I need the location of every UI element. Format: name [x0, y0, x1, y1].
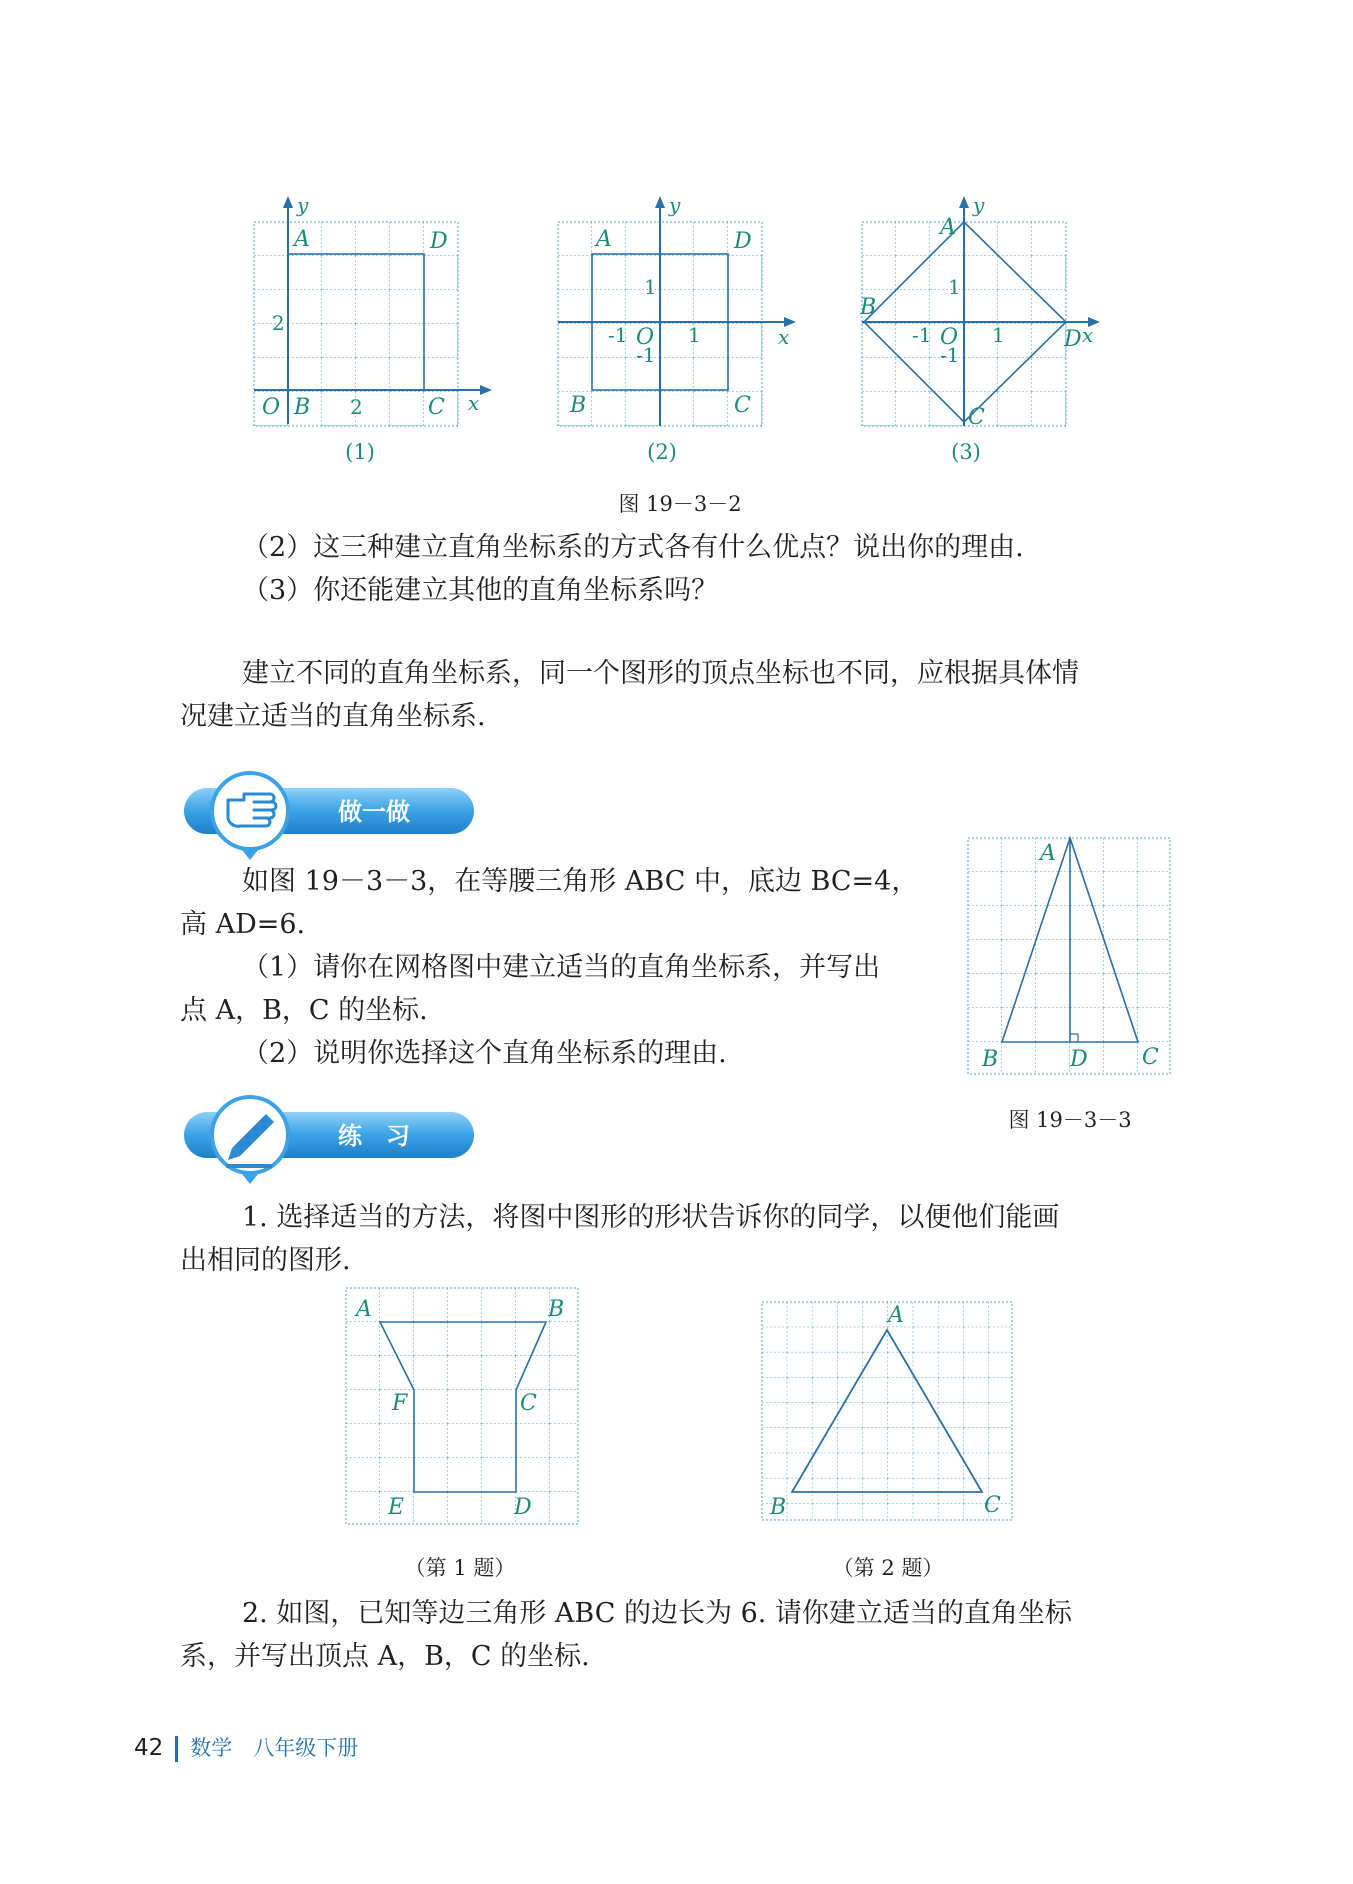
tick-y-2: 2 [272, 311, 285, 335]
x-axis-label: x [468, 391, 480, 415]
x-axis-label: x [1082, 323, 1094, 347]
practice-title: 练 习 [338, 1122, 410, 1150]
point-b-label: B [570, 393, 587, 418]
tick-y-1: 1 [948, 275, 961, 299]
point-c-label: C [968, 405, 985, 430]
x-axis-label: x [778, 325, 790, 349]
exercise-1-caption: （第 1 题） [404, 1556, 516, 1580]
point-d-label: D [514, 1495, 532, 1520]
point-b-label: B [294, 395, 311, 420]
point-a-label: A [940, 215, 956, 240]
tick-x-neg1: -1 [912, 323, 932, 347]
tick-y-neg1: -1 [940, 343, 960, 367]
exercise-1-paragraph [180, 1196, 1059, 1282]
activity-line-5: （2）说明你选择这个直角坐标系的理由. [242, 1038, 727, 1069]
exercise-2-caption: （第 2 题） [832, 1556, 944, 1580]
page-number: 42 [134, 1735, 164, 1761]
point-b-label: B [548, 1297, 565, 1322]
figure-19-3-2-panel-1 [252, 196, 492, 436]
point-c-label: C [428, 395, 445, 420]
exercise-1-line-2: 出相同的图形. [180, 1245, 351, 1276]
figure-19-3-2-caption: 图 19－3－2 [618, 492, 742, 516]
activity-line-2: 高 AD=6. [180, 909, 306, 940]
point-c-label: C [734, 393, 751, 418]
point-a-label: A [888, 1303, 904, 1328]
activity-line-1: 如图 19－3－3，在等腰三角形 ABC 中，底边 BC=4， [242, 866, 919, 897]
activity-line-4: 点 A，B，C 的坐标. [180, 995, 428, 1026]
origin-label: O [636, 325, 655, 350]
point-c-label: C [984, 1493, 1001, 1518]
tick-y-neg1: -1 [636, 343, 656, 367]
figure-19-3-2-panel-2 [556, 196, 796, 436]
tick-x-2: 2 [350, 395, 363, 419]
do-it-banner [180, 770, 480, 870]
activity-paragraph [180, 860, 918, 1075]
panel-1-caption: (1) [345, 440, 375, 464]
origin-label: O [940, 325, 959, 350]
point-c-label: C [1142, 1045, 1159, 1070]
point-d-label: D [430, 229, 448, 254]
point-d-label: D [1070, 1047, 1088, 1072]
point-a-label: A [596, 227, 612, 252]
figure-19-3-3 [966, 836, 1172, 1076]
tick-x-1: 1 [688, 323, 701, 347]
origin-label: O [262, 395, 281, 420]
point-c-label: C [520, 1391, 537, 1416]
exercise-1-line-1: 1. 选择适当的方法，将图中图形的形状告诉你的同学，以便他们能画 [242, 1202, 1060, 1233]
exercise-1-figure [344, 1286, 580, 1526]
question-3: （3）你还能建立其他的直角坐标系吗？ [242, 575, 719, 606]
point-a-label: A [356, 1297, 372, 1322]
tick-y-1: 1 [644, 275, 657, 299]
y-axis-label: y [297, 196, 309, 217]
point-a-label: A [294, 227, 310, 252]
exercise-2-figure [760, 1300, 1014, 1524]
practice-banner [180, 1094, 480, 1194]
question-2: （2）这三种建立直角坐标系的方式各有什么优点？说出你的理由. [242, 532, 1024, 563]
point-b-label: B [860, 295, 877, 320]
book-title: 数学 八年级下册 [190, 1736, 359, 1760]
point-d-label: D [1064, 327, 1082, 352]
exercise-2-line-1: 2. 如图，已知等边三角形 ABC 的边长为 6. 请你建立适当的直角坐标 [242, 1598, 1072, 1629]
summary-line-1: 建立不同的直角坐标系，同一个图形的顶点坐标也不同，应根据具体情 [242, 658, 1079, 689]
activity-line-3: （1）请你在网格图中建立适当的直角坐标系，并写出 [242, 952, 881, 983]
point-a-label: A [1040, 841, 1056, 866]
footer-divider [175, 1736, 178, 1762]
summary-paragraph [180, 652, 1079, 738]
figure-19-3-3-caption: 图 19－3－3 [1008, 1108, 1132, 1132]
point-b-label: B [770, 1495, 787, 1520]
point-f-label: F [392, 1391, 408, 1416]
tick-x-1: 1 [992, 323, 1005, 347]
tick-x-neg1: -1 [608, 323, 628, 347]
point-e-label: E [388, 1495, 405, 1520]
page-footer [134, 1732, 358, 1762]
figure-19-3-2-panel-3 [860, 196, 1100, 436]
exercise-2-paragraph [180, 1592, 1072, 1678]
questions-block [242, 526, 1024, 612]
panel-2-caption: (2) [647, 440, 677, 464]
exercise-2-line-2: 系，并写出顶点 A，B，C 的坐标. [180, 1641, 590, 1672]
panel-3-caption: (3) [951, 440, 981, 464]
point-b-label: B [982, 1047, 999, 1072]
point-d-label: D [734, 229, 752, 254]
do-it-title: 做一做 [338, 798, 410, 826]
y-axis-label: y [973, 196, 985, 217]
y-axis-label: y [669, 196, 681, 217]
summary-line-2: 况建立适当的直角坐标系. [180, 701, 486, 732]
